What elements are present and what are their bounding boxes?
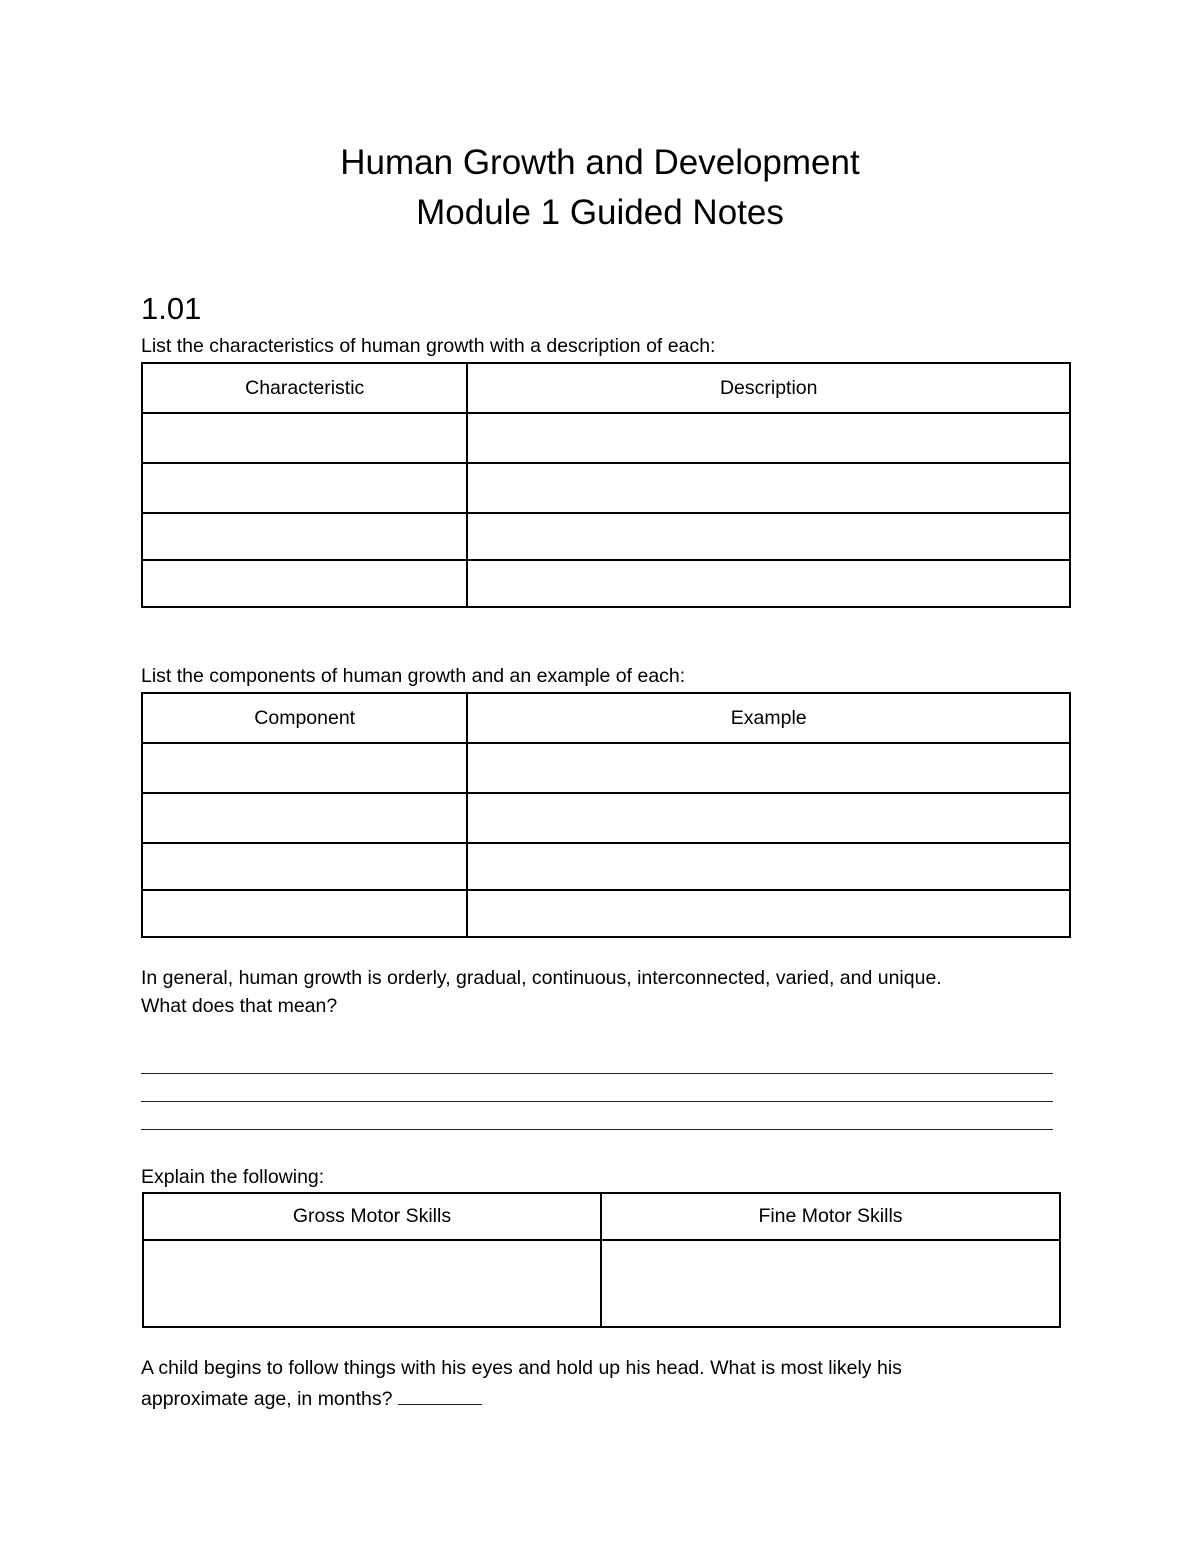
characteristics-table [141,362,1071,608]
table-row [142,560,1070,607]
growth-question: What does that mean? [141,995,338,1017]
example-cell[interactable] [467,843,1070,890]
example-cell[interactable] [467,743,1070,793]
table-header-row [142,363,1070,413]
components-prompt: List the components of human growth and an example of each: [141,665,686,687]
column-header-characteristic: Characteristic [142,363,467,413]
column-header-component: Component [142,693,467,743]
motor-skills-table [142,1192,1061,1328]
answer-line[interactable] [141,1073,1053,1074]
description-cell[interactable] [467,463,1070,513]
table-row [142,890,1070,937]
table-row [142,743,1070,793]
description-cell[interactable] [467,413,1070,463]
explain-prompt: Explain the following: [141,1166,325,1188]
example-cell[interactable] [467,793,1070,843]
table-row [142,413,1070,463]
description-cell[interactable] [467,513,1070,560]
age-answer-blank[interactable] [398,1384,482,1405]
component-cell[interactable] [142,843,467,890]
components-table [141,692,1071,938]
age-question-line1: A child begins to follow things with his eyes and hold up his head. What is most likely his [141,1357,902,1379]
column-header-fine-motor: Fine Motor Skills [601,1193,1060,1240]
characteristic-cell[interactable] [142,463,467,513]
characteristic-cell[interactable] [142,513,467,560]
table-row [143,1240,1060,1327]
section-number: 1.01 [141,291,202,326]
component-cell[interactable] [142,890,467,937]
component-cell[interactable] [142,793,467,843]
answer-line[interactable] [141,1129,1053,1130]
gross-motor-cell[interactable] [143,1240,601,1327]
document-title: Human Growth and Development [340,143,860,182]
description-cell[interactable] [467,560,1070,607]
example-cell[interactable] [467,890,1070,937]
document-subtitle: Module 1 Guided Notes [416,193,784,232]
characteristics-prompt: List the characteristics of human growth with a description of each: [141,335,716,357]
fine-motor-cell[interactable] [601,1240,1060,1327]
table-header-row [143,1193,1060,1240]
characteristic-cell[interactable] [142,413,467,463]
table-row [142,463,1070,513]
age-question-text: approximate age, in months? [141,1388,393,1410]
component-cell[interactable] [142,743,467,793]
column-header-example: Example [467,693,1070,743]
table-row [142,843,1070,890]
age-question-line2 [141,1384,482,1413]
answer-line[interactable] [141,1101,1053,1102]
column-header-gross-motor: Gross Motor Skills [143,1193,601,1240]
growth-statement: In general, human growth is orderly, gradual, continuous, interconnected, varied, and unique. [141,967,942,989]
column-header-description: Description [467,363,1070,413]
table-header-row [142,693,1070,743]
table-row [142,793,1070,843]
table-row [142,513,1070,560]
characteristic-cell[interactable] [142,560,467,607]
